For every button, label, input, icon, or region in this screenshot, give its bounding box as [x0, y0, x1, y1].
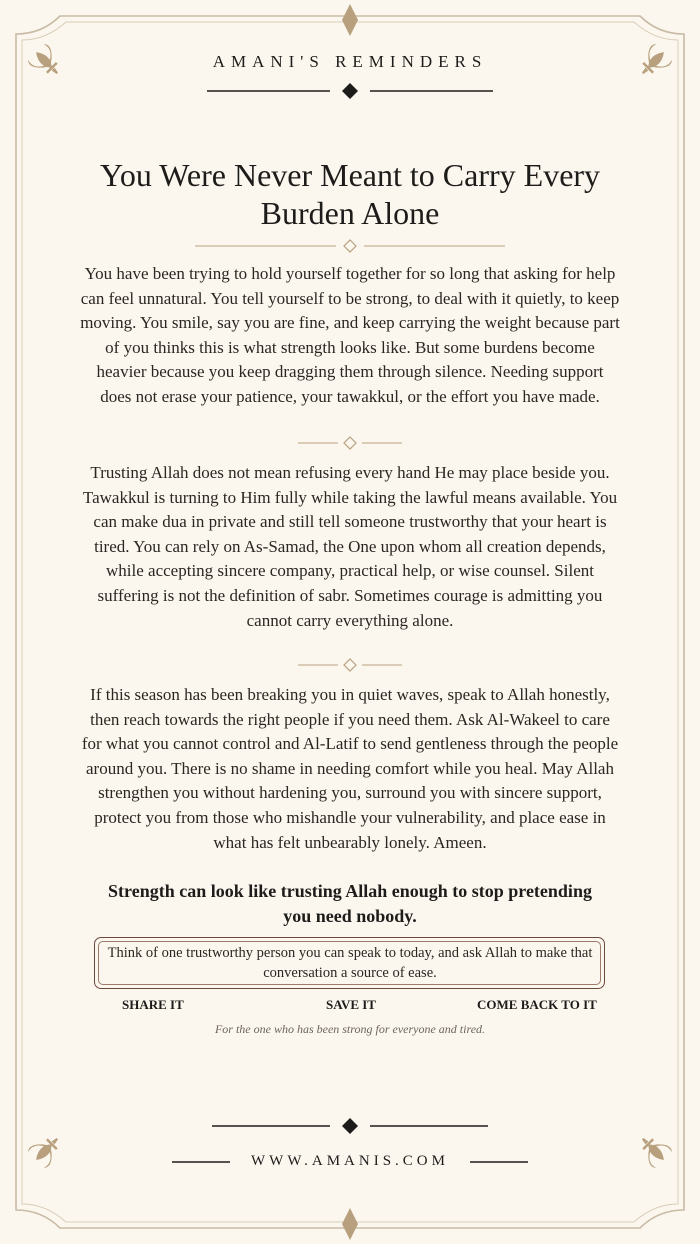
share-button[interactable]: SHARE IT — [122, 997, 184, 1012]
diamond-icon — [344, 240, 356, 252]
diamond-icon — [342, 1118, 358, 1134]
paragraph-2: Trusting Allah does not mean refusing every hand He may place beside you. Tawakkul is turning to Him fully while taking the lawful means available. You can make dua in private and still tell someone trustworthy that your heart is tired. You can rely on As-Samad, the One upon whom all creation depends, while accepting sincere company, practical help, or wise counsel. Silent suffering is not the definition of sabr. Sometimes courage is admitting you cannot carry everything alone. — [82, 463, 618, 630]
paragraph-1: You have been trying to hold yourself together for so long that asking for help can feel unnatural. You tell yourself to be strong, to deal with it quietly, to keep moving. You smile, say you are fine, and keep carrying the weight because part of you thinks this is what strength looks like. But some burdens become heavier because you keep dragging them through silence. Needing support does not erase your patience, your tawakkul, or the effort you have made. — [80, 264, 620, 406]
come-back-button[interactable]: COME BACK TO IT — [477, 997, 597, 1012]
save-button[interactable]: SAVE IT — [326, 997, 376, 1012]
diamond-icon — [342, 1208, 358, 1240]
brand-header: AMANI'S REMINDERS — [212, 52, 488, 71]
diamond-icon — [342, 4, 358, 36]
diamond-icon — [344, 659, 356, 671]
action-row — [0, 997, 700, 1017]
diamond-icon — [342, 83, 358, 99]
website-link[interactable]: WWW.AMANIS.COM — [251, 1153, 449, 1169]
reflection-prompt: Think of one trustworthy person you can speak to today, and ask Allah to make that conversation a source of ease. — [107, 945, 593, 981]
emphasis-quote: Strength can look like trusting Allah enough to stop pretending you need nobody. — [108, 881, 592, 926]
diamond-icon — [344, 437, 356, 449]
dedication: For the one who has been strong for everyone and tired. — [214, 1022, 486, 1036]
paragraph-3: If this season has been breaking you in quiet waves, speak to Allah honestly, then reach towards the right people if you need them. Ask Al-Wakeel to care for what you cannot control and Al-Latif to send gentleness through the people around you. There is no shame in needing comfort while you heal. May Allah strengthen you without hardening you, surround you with sincere support, protect you from those who mishandle your vulnerability, and place ease in what has felt unbearably lonely. Ameen. — [81, 685, 619, 852]
page-title: You Were Never Meant to Carry Every Burden Alone — [99, 157, 601, 231]
